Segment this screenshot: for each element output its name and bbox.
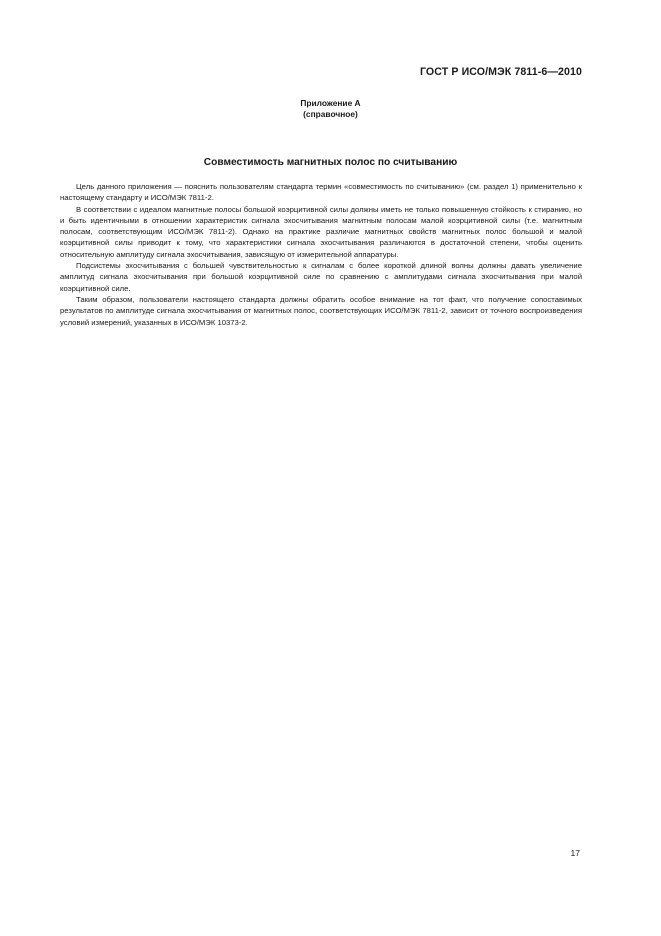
paragraph: Таким образом, пользователи настоящего стандарта должны обратить особое внимание на тот факт, что получение сопоставимых результатов по амплитуде сигнала эхосчитывания от магнитных полос, соответствующих ИСО/МЭК 7811-2, зависит от точного воспроизведения условий измерений, указанных в ИСО/МЭК 10373-2. — [60, 294, 582, 327]
annex-heading — [0, 98, 661, 120]
document-code: ГОСТ Р ИСО/МЭК 7811-6—2010 — [419, 66, 582, 78]
paragraph: Цель данного приложения — пояснить пользователям стандарта термин «совместимость по считыванию» (см. раздел 1) применительно к настоящему стандарту и ИСО/МЭК 7811-2. — [60, 182, 582, 203]
paragraph: Подсистемы эхосчитывания с большей чувствительностью к сигналам с более короткой длиной волны должны давать увеличение амплитуд сигнала эхосчитывания при большой коэрцитивной силе по сравнению с амплитудами сигнала эхосчитывания при малой коэрцитивной силе. — [60, 261, 582, 293]
paragraph: В соответствии с идеалом магнитные полосы большой коэрцитивной силы должны иметь не только повышенную стойкость к стиранию, но и быть идентичными в отношении характеристик сигнала эхосчитывания магнитным полосам малой коэрцитивной силы (т.е. магнитным полосам, соответствующим ИСО/МЭК 7811-2). Однако на практике различие магнитных свойств магнитных полос большой и малой коэрцитивной силы приводит к тому, что характеристики сигнала эхосчитывания различаются в достаточной степени, чтобы оценить относительную амплитуду сигнала эхосчитывания, зависящую от измерительной аппаратуры. — [60, 204, 582, 259]
annex-label: Приложение А — [300, 98, 361, 108]
annex-kind: (справочное) — [303, 109, 358, 119]
body-text — [60, 181, 582, 328]
section-title: Совместимость магнитных полос по считыванию — [203, 157, 458, 168]
page-number: 17 — [570, 848, 580, 858]
